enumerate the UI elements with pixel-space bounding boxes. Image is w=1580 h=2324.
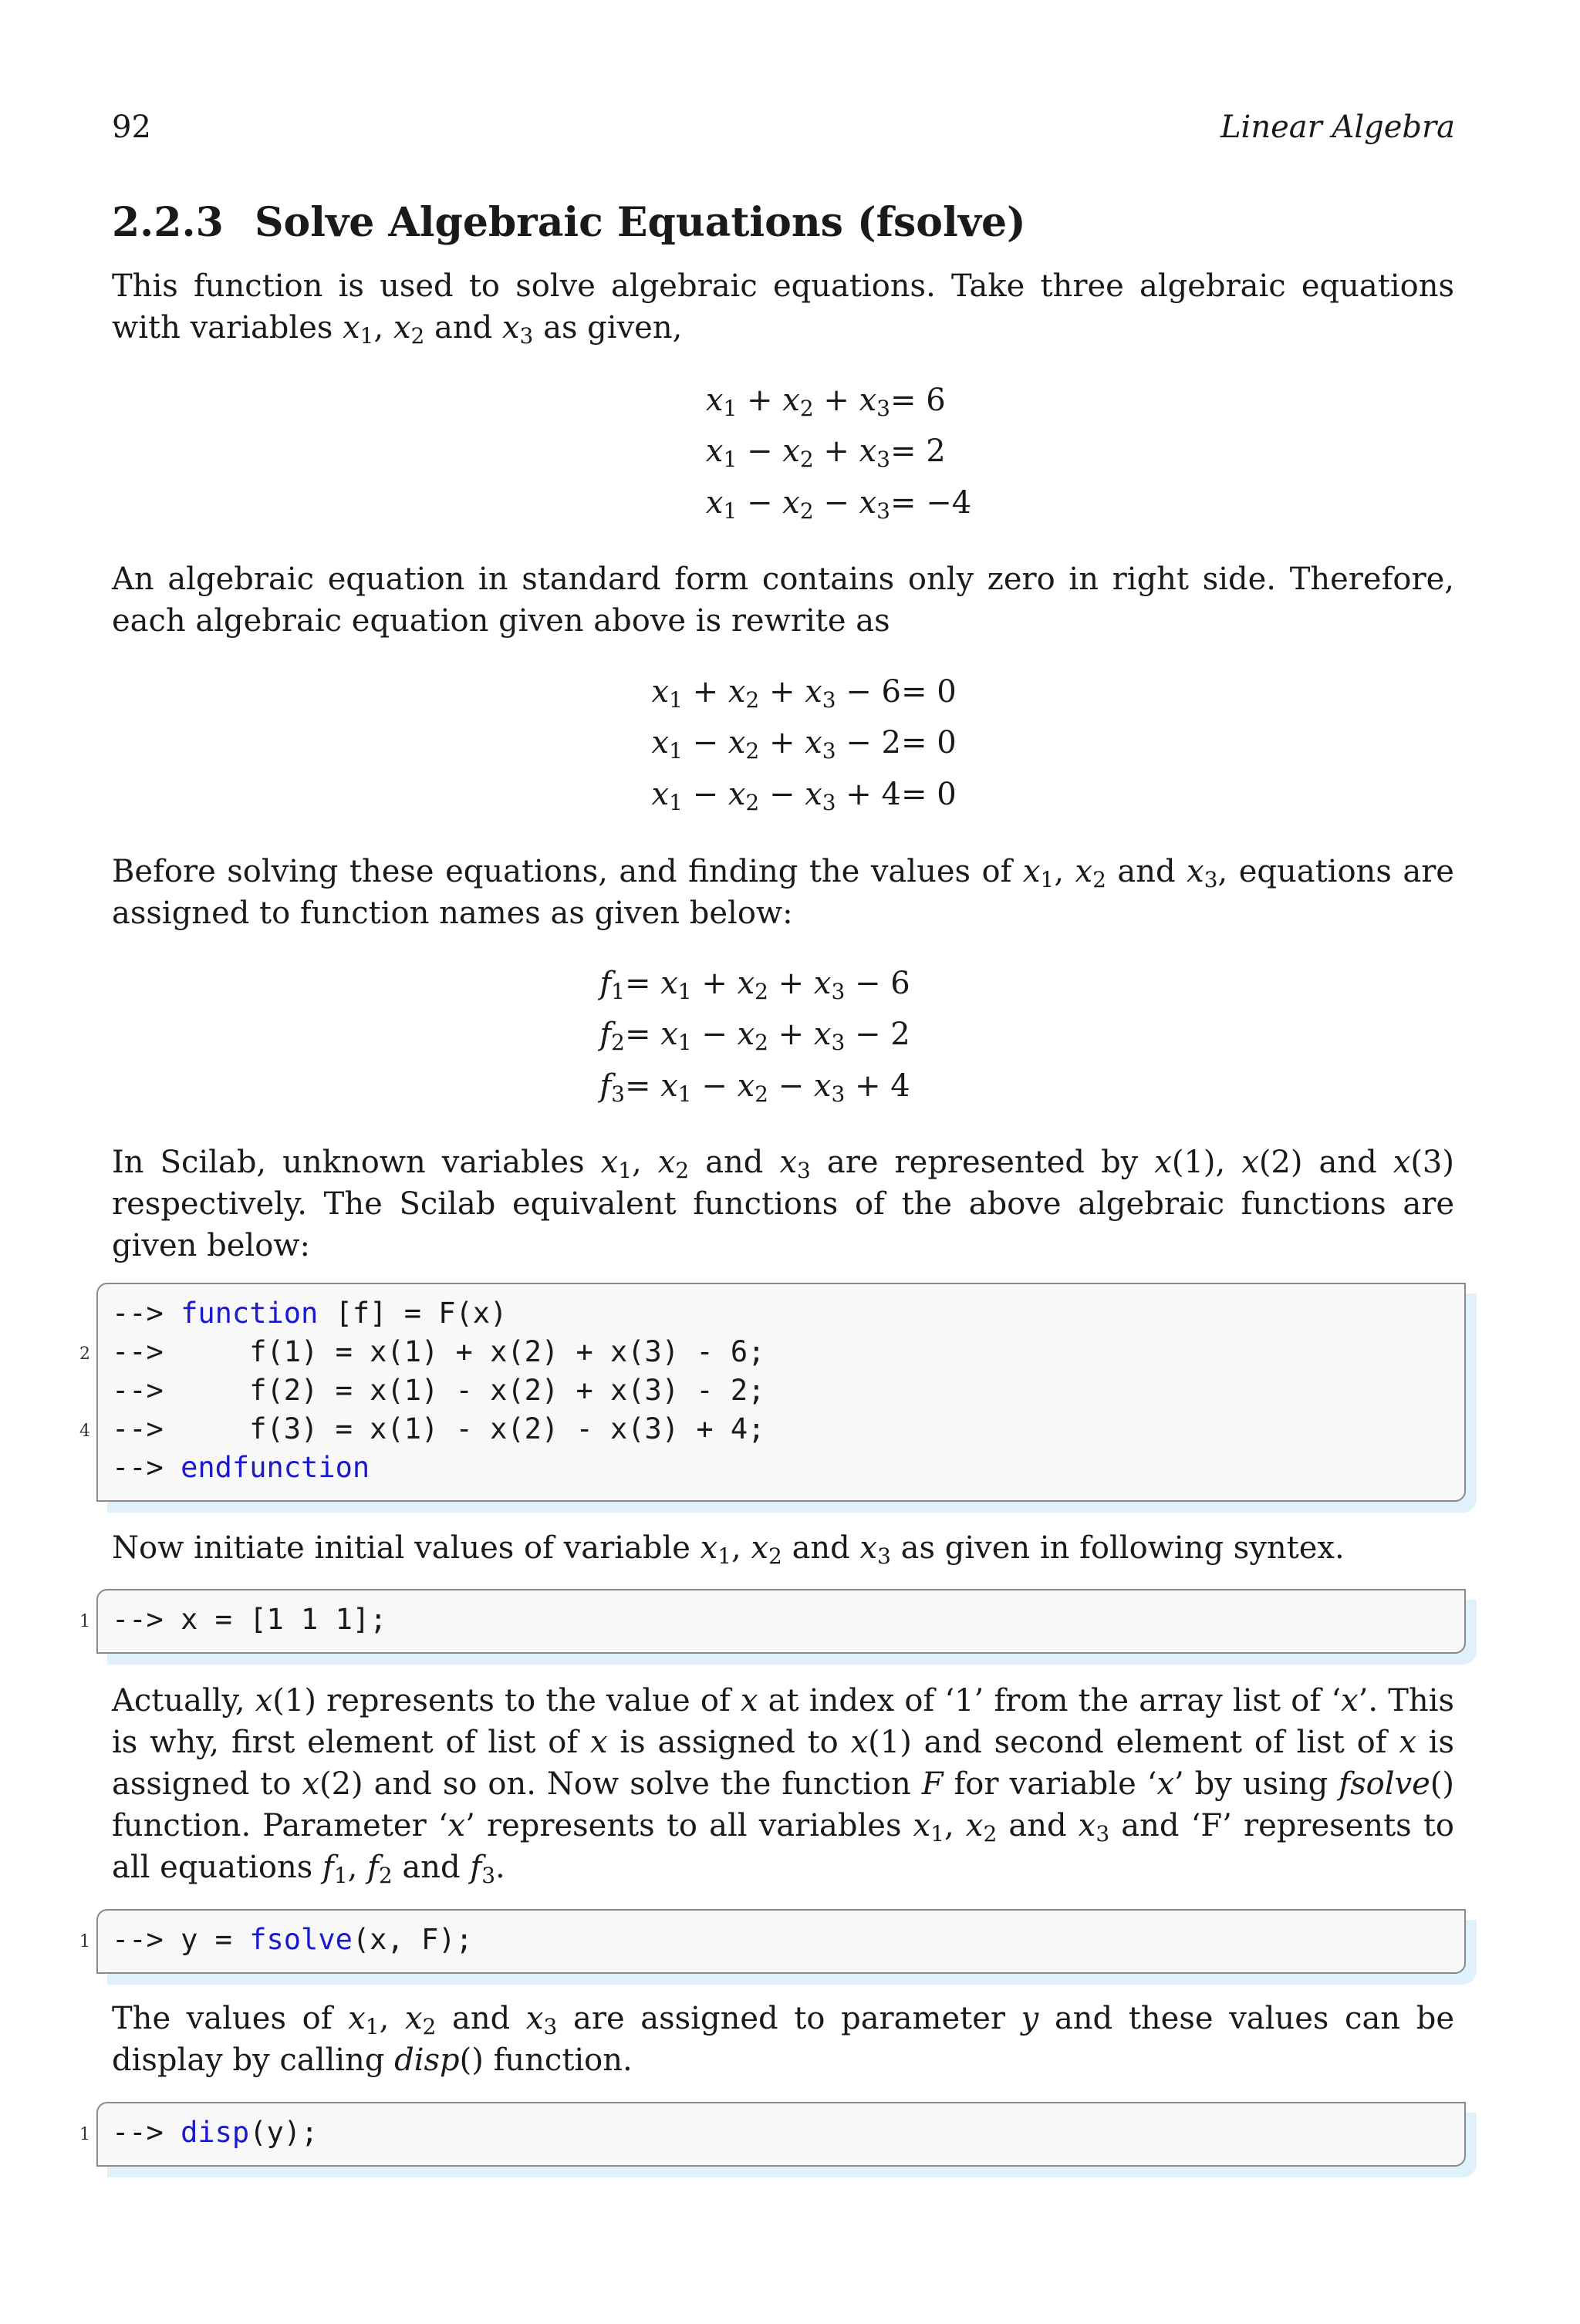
equation: $f_1$ = $x_1 + x_2 + x_3 - 6$ bbox=[599, 966, 910, 1004]
equation: $x_1 - x_2 + x_3 - 2$ = 0 bbox=[651, 725, 957, 764]
code-line: --> function [f] = F(x) bbox=[112, 1297, 508, 1330]
equation: $f_3$ = $x_1 - x_2 - x_3 + 4$ bbox=[599, 1068, 910, 1107]
paragraph-display bbox=[112, 1998, 1454, 2081]
section-title: Solve Algebraic Equations (fsolve) bbox=[255, 199, 1026, 246]
code-line: --> f(2) = x(1) - x(2) + x(3) - 2; bbox=[112, 1374, 765, 1407]
paragraph-scilab-equivalents bbox=[112, 1142, 1454, 1267]
code-listing-display bbox=[79, 2102, 1466, 2167]
equation: $x_1 - x_2 - x_3 + 4$ = 0 bbox=[651, 777, 957, 815]
code-line: --> y = fsolve(x, F); bbox=[112, 1923, 473, 1956]
equation: $x_1 + x_2 + x_3 - 6$ = 0 bbox=[651, 674, 957, 713]
paragraph-text: Before solving these equations, and finding the values of $x_1$, $x_2$ and $x_3$, equations are assigned to function names as given below: bbox=[112, 854, 1454, 931]
code-line: --> x = [1 1 1]; bbox=[112, 1603, 387, 1636]
line-number: 1 bbox=[79, 1932, 90, 1951]
code-line: --> f(1) = x(1) + x(2) + x(3) - 6; bbox=[112, 1335, 765, 1368]
paragraph-initial-values bbox=[112, 1527, 1454, 1569]
code-listing-function bbox=[79, 1283, 1466, 1502]
line-number: 2 bbox=[79, 1344, 90, 1364]
line-number: 1 bbox=[79, 2125, 90, 2144]
equation: $f_2$ = $x_1 - x_2 + x_3 - 2$ bbox=[599, 1017, 910, 1055]
section-heading bbox=[112, 199, 1026, 246]
paragraph-text: Actually, x(1) represents to the value of x at index of ‘1’ from the array list of ‘x’. This is why, first element of list of x is assigned to x(1) and second element of list of x is assigned to x(2) and so on. Now solve the function F for variable ‘x’ by using fsolve() function. Parameter ‘x’ represents to all variables $x_1$, $x_2$ and $x_3$ and ‘F’ represents to all equations $f_1$, $f_2$ and $f_3$. bbox=[112, 1683, 1455, 1888]
code-line: --> disp(y); bbox=[112, 2116, 319, 2149]
equation: $x_1 + x_2 + x_3$ = 6 bbox=[705, 383, 946, 421]
section-number: 2.2.3 bbox=[112, 199, 224, 246]
code-line: --> f(3) = x(1) - x(2) - x(3) + 4; bbox=[112, 1412, 765, 1445]
paragraph-explanation bbox=[112, 1680, 1454, 1888]
equation: $x_1 - x_2 + x_3$ = 2 bbox=[705, 433, 946, 472]
paragraph-text: An algebraic equation in standard form contains only zero in right side. Therefore, each algebraic equation given above is rewrite as bbox=[112, 562, 1454, 639]
paragraph-text: In Scilab, unknown variables $x_1$, $x_2$ and $x_3$ are represented by x(1), x(2) and x(3) respectively. The Scilab equivalent functions of the above algebraic functions are given below: bbox=[112, 1145, 1454, 1263]
paragraph-text: Now initiate initial values of variable $x_1$, $x_2$ and $x_3$ as given in following syntex. bbox=[112, 1530, 1345, 1569]
code-line: --> endfunction bbox=[112, 1451, 370, 1484]
page-number: 92 bbox=[112, 110, 151, 145]
chapter-title: Linear Algebra bbox=[1220, 110, 1455, 145]
line-number: 4 bbox=[79, 1422, 90, 1441]
code-listing-init bbox=[79, 1589, 1466, 1654]
paragraph-function-names bbox=[112, 851, 1454, 934]
paragraph-standard-form bbox=[112, 558, 1454, 642]
code-listing-solve bbox=[79, 1909, 1466, 1974]
equation: $x_1 - x_2 - x_3$ = −4 bbox=[705, 485, 972, 524]
paragraph-intro bbox=[112, 265, 1454, 349]
paragraph-text: The values of $x_1$, $x_2$ and $x_3$ are assigned to parameter y and these values can be display by calling disp() function. bbox=[112, 2001, 1455, 2078]
line-number: 1 bbox=[79, 1612, 90, 1631]
paragraph-text: This function is used to solve algebraic equations. Take three algebraic equations with variables $x_1$, $x_2$ and $x_3$ as given, bbox=[112, 268, 1454, 349]
